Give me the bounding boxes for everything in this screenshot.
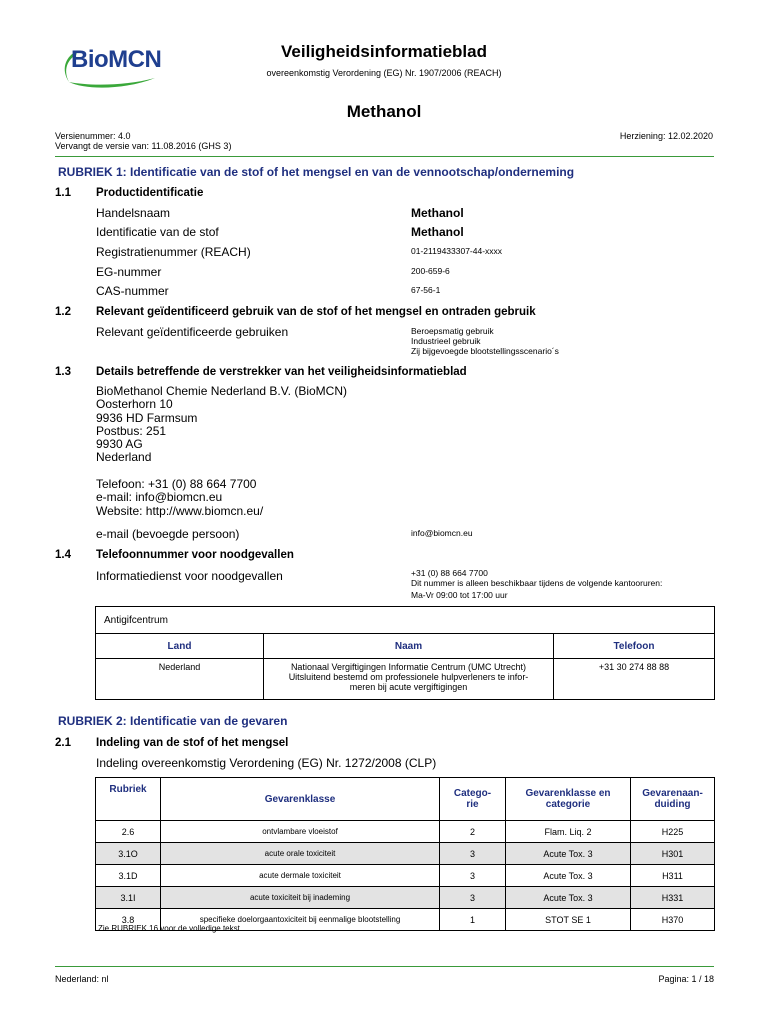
revision-date: Herziening: 12.02.2020 <box>619 131 713 141</box>
field-value: Methanol <box>411 225 464 239</box>
section-subtitle: Indeling overeenkomstig Verordening (EG) Nr. 1272/2008 (CLP) <box>96 756 437 770</box>
field-value: 67-56-1 <box>411 285 441 295</box>
field-value: Beroepsmatig gebruik <box>411 326 494 336</box>
table-cell: Acute Tox. 3 <box>506 843 631 865</box>
table-row <box>96 659 715 700</box>
field-label: Identificatie van de stof <box>96 225 219 239</box>
field-value: Dit nummer is alleen beschikbaar tijdens de volgende kantooruren: <box>411 578 663 588</box>
section-number: 1.1 <box>55 187 71 199</box>
table-cell: 2.6 <box>96 821 161 843</box>
section-number: 2.1 <box>55 737 71 749</box>
supplier-address <box>96 385 347 465</box>
table-cell: 3.8 <box>96 909 161 931</box>
table-cell: Acute Tox. 3 <box>506 887 631 909</box>
table-cell: Acute Tox. 3 <box>506 865 631 887</box>
table-cell: H311 <box>631 865 715 887</box>
classification-table <box>95 777 715 931</box>
rubriek-1-heading: RUBRIEK 1: Identificatie van de stof of het mengsel en van de vennootschap/onderneming <box>58 165 575 179</box>
table-cell: 3 <box>440 865 506 887</box>
table-row <box>96 843 715 865</box>
column-header: Rubriek <box>96 778 161 821</box>
footer-locale: Nederland: nl <box>55 974 109 984</box>
cell-line: Nationaal Vergiftigingen Informatie Centrum (UMC Utrecht) <box>290 662 527 672</box>
column-header: Gevarenaan- duiding <box>631 778 715 821</box>
section-number: 1.2 <box>55 306 71 318</box>
section-heading: Telefoonnummer voor noodgevallen <box>96 549 294 561</box>
field-label: Informatiedienst voor noodgevallen <box>96 569 283 583</box>
table-cell <box>264 659 554 700</box>
field-label: e-mail (bevoegde persoon) <box>96 527 240 541</box>
supplier-contact <box>96 478 263 518</box>
table-cell: H225 <box>631 821 715 843</box>
table-note: Zie RUBRIEK 16 voor de volledige tekst. <box>98 924 243 933</box>
column-header: Gevarenklasse en categorie <box>506 778 631 821</box>
table-cell: 3.1I <box>96 887 161 909</box>
table-cell: 3.1O <box>96 843 161 865</box>
section-heading: Relevant geïdentificeerd gebruik van de stof of het mengsel en ontraden gebruik <box>96 306 536 318</box>
logo-text: BioMCN <box>71 46 162 73</box>
product-title: Methanol <box>346 102 422 121</box>
rubriek-2-heading: RUBRIEK 2: Identificatie van de gevaren <box>58 714 288 728</box>
field-value: 01-2119433307-44-xxxx <box>411 246 503 256</box>
table-cell: acute toxiciteit bij inademing <box>161 887 440 909</box>
document-title: Veiligheidsinformatieblad <box>281 42 487 61</box>
table-cell: 3 <box>440 843 506 865</box>
field-value: Industrieel gebruik <box>411 336 481 346</box>
table-cell: ontvlambare vloeistof <box>161 821 440 843</box>
table-cell: Nederland <box>96 659 264 700</box>
field-value: Zij bijgevoegde blootstellingsscenario´s <box>411 346 559 356</box>
email-value: info@biomcn.eu <box>411 528 473 538</box>
table-row <box>96 821 715 843</box>
table-cell: specifieke doelorgaantoxiciteit bij eenmalige blootstelling <box>161 909 440 931</box>
address-line: Oosterhorn 10 <box>96 397 173 412</box>
page-number: Pagina: 1 / 18 <box>658 974 714 984</box>
table-cell: STOT SE 1 <box>506 909 631 931</box>
section-heading: Productidentificatie <box>96 187 204 199</box>
section-number: 1.3 <box>55 366 71 378</box>
header-divider <box>55 156 714 157</box>
field-label: Handelsnaam <box>96 206 171 220</box>
section-heading: Details betreffende de verstrekker van het veiligheidsinformatieblad <box>96 366 467 378</box>
field-value: Methanol <box>411 206 464 220</box>
table-cell: H370 <box>631 909 715 931</box>
table-row <box>96 865 715 887</box>
document-subtitle: overeenkomstig Verordening (EG) Nr. 1907/2006 (REACH) <box>266 68 502 78</box>
column-header: Naam <box>264 634 554 659</box>
table-row <box>96 887 715 909</box>
field-label: Relevant geïdentificeerde gebruiken <box>96 325 289 339</box>
field-label: CAS-nummer <box>96 284 169 298</box>
replaces-version: Vervangt de versie van: 11.08.2016 (GHS 3) <box>55 141 232 151</box>
address-line: Nederland <box>96 450 152 465</box>
table-cell: Flam. Liq. 2 <box>506 821 631 843</box>
column-header: Gevarenklasse <box>161 778 440 821</box>
column-header: Telefoon <box>554 634 715 659</box>
table-cell: 3 <box>440 887 506 909</box>
table-cell: 2 <box>440 821 506 843</box>
table-cell: 1 <box>440 909 506 931</box>
address-line: 9930 AG <box>96 437 143 452</box>
section-number: 1.4 <box>55 549 71 561</box>
address-line: BioMethanol Chemie Nederland B.V. (BioMCN) <box>96 384 348 398</box>
column-header: Catego- rie <box>440 778 506 821</box>
field-label: Registratienummer (REACH) <box>96 245 251 259</box>
contact-line: e-mail: info@biomcn.eu <box>96 490 223 505</box>
field-value: 200-659-6 <box>411 266 450 276</box>
section-heading: Indeling van de stof of het mengsel <box>96 737 289 749</box>
column-header: Land <box>96 634 264 659</box>
table-cell: +31 30 274 88 88 <box>554 659 715 700</box>
version-number: Versienummer: 4.0 <box>55 131 131 141</box>
table-cell: acute dermale toxiciteit <box>161 865 440 887</box>
table-cell: H301 <box>631 843 715 865</box>
poison-center-table <box>95 606 715 700</box>
field-value: +31 (0) 88 664 7700 <box>411 568 488 578</box>
cell-line: Uitsluitend bestemd om professionele hulpverleners te infor- <box>288 672 529 682</box>
contact-line: Telefoon: +31 (0) 88 664 7700 <box>96 477 257 491</box>
footer-divider <box>55 966 714 967</box>
cell-line: meren bij acute vergiftigingen <box>349 682 468 692</box>
table-cell: H331 <box>631 887 715 909</box>
address-line: 9936 HD Farmsum <box>96 410 198 425</box>
contact-line: Website: http://www.biomcn.eu/ <box>96 503 264 518</box>
field-label: EG-nummer <box>96 265 162 279</box>
table-caption: Antigifcentrum <box>96 607 715 634</box>
address-line: Postbus: 251 <box>96 423 167 438</box>
table-cell: 3.1D <box>96 865 161 887</box>
table-cell: acute orale toxiciteit <box>161 843 440 865</box>
field-value: Ma-Vr 09:00 tot 17:00 uur <box>411 590 508 600</box>
